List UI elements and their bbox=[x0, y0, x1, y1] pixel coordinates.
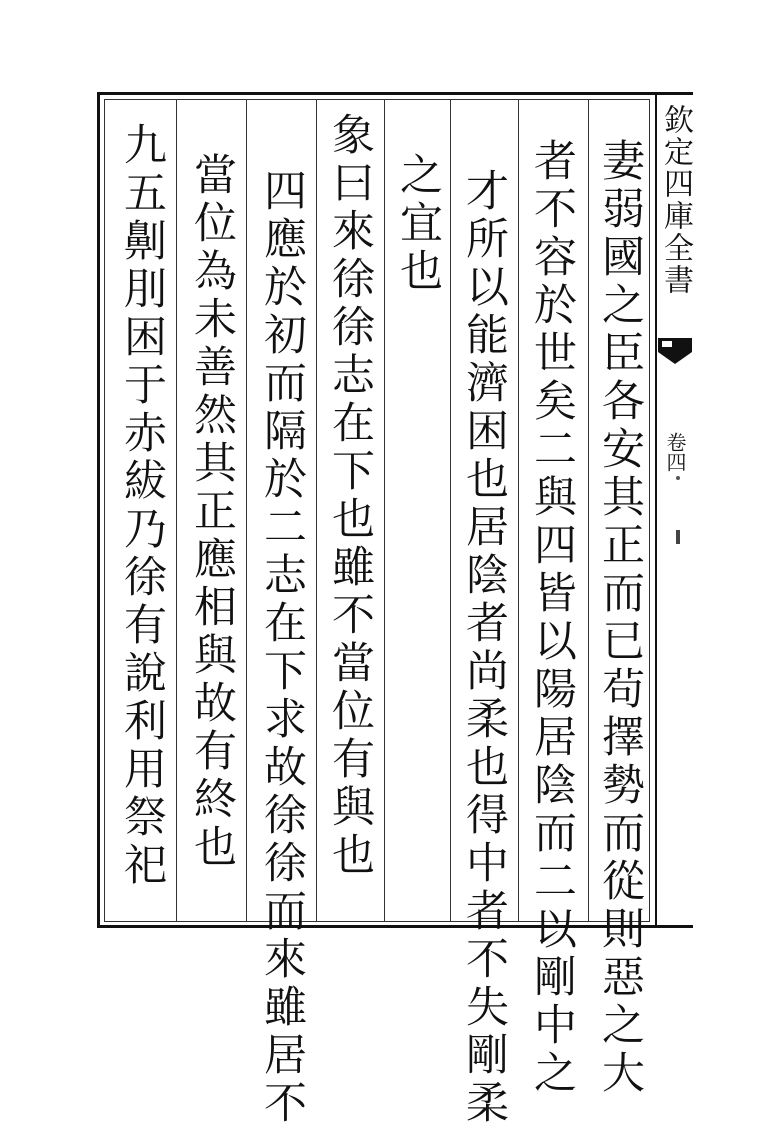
ink-smudge-icon bbox=[670, 470, 686, 550]
text-column-1: 妻弱國之臣各安其正而已茍擇勢而從則惡之大 bbox=[595, 138, 645, 1098]
text-column-8: 九五劓刖困于赤紱乃徐有說利用祭祀 bbox=[117, 122, 167, 890]
column-rule bbox=[518, 99, 519, 922]
text-column-4: 之宜也 bbox=[393, 152, 443, 296]
text-column-6: 四應於初而隔於二志在下求故徐徐而來雖居不 bbox=[257, 168, 307, 1128]
column-rule bbox=[316, 99, 317, 922]
margin-title: 欽定四庫全書 bbox=[658, 104, 693, 296]
column-rule bbox=[246, 99, 247, 922]
column-rule bbox=[384, 99, 385, 922]
text-column-3: 才所以能濟困也居陰者尚柔也得中者不失剛柔 bbox=[459, 168, 509, 1128]
column-rule bbox=[176, 99, 177, 922]
text-column-2: 者不容於世矣二與四皆以陽居陰而二以剛中之 bbox=[527, 138, 577, 1098]
text-column-5: 象曰來徐徐志在下也雖不當位有與也 bbox=[325, 112, 375, 880]
fishtail-icon bbox=[656, 334, 694, 370]
text-column-7: 當位為未善然其正應相與故有終也 bbox=[187, 152, 237, 872]
column-rule bbox=[588, 99, 589, 922]
margin-volume: 卷四 bbox=[663, 432, 687, 472]
column-rule bbox=[450, 99, 451, 922]
